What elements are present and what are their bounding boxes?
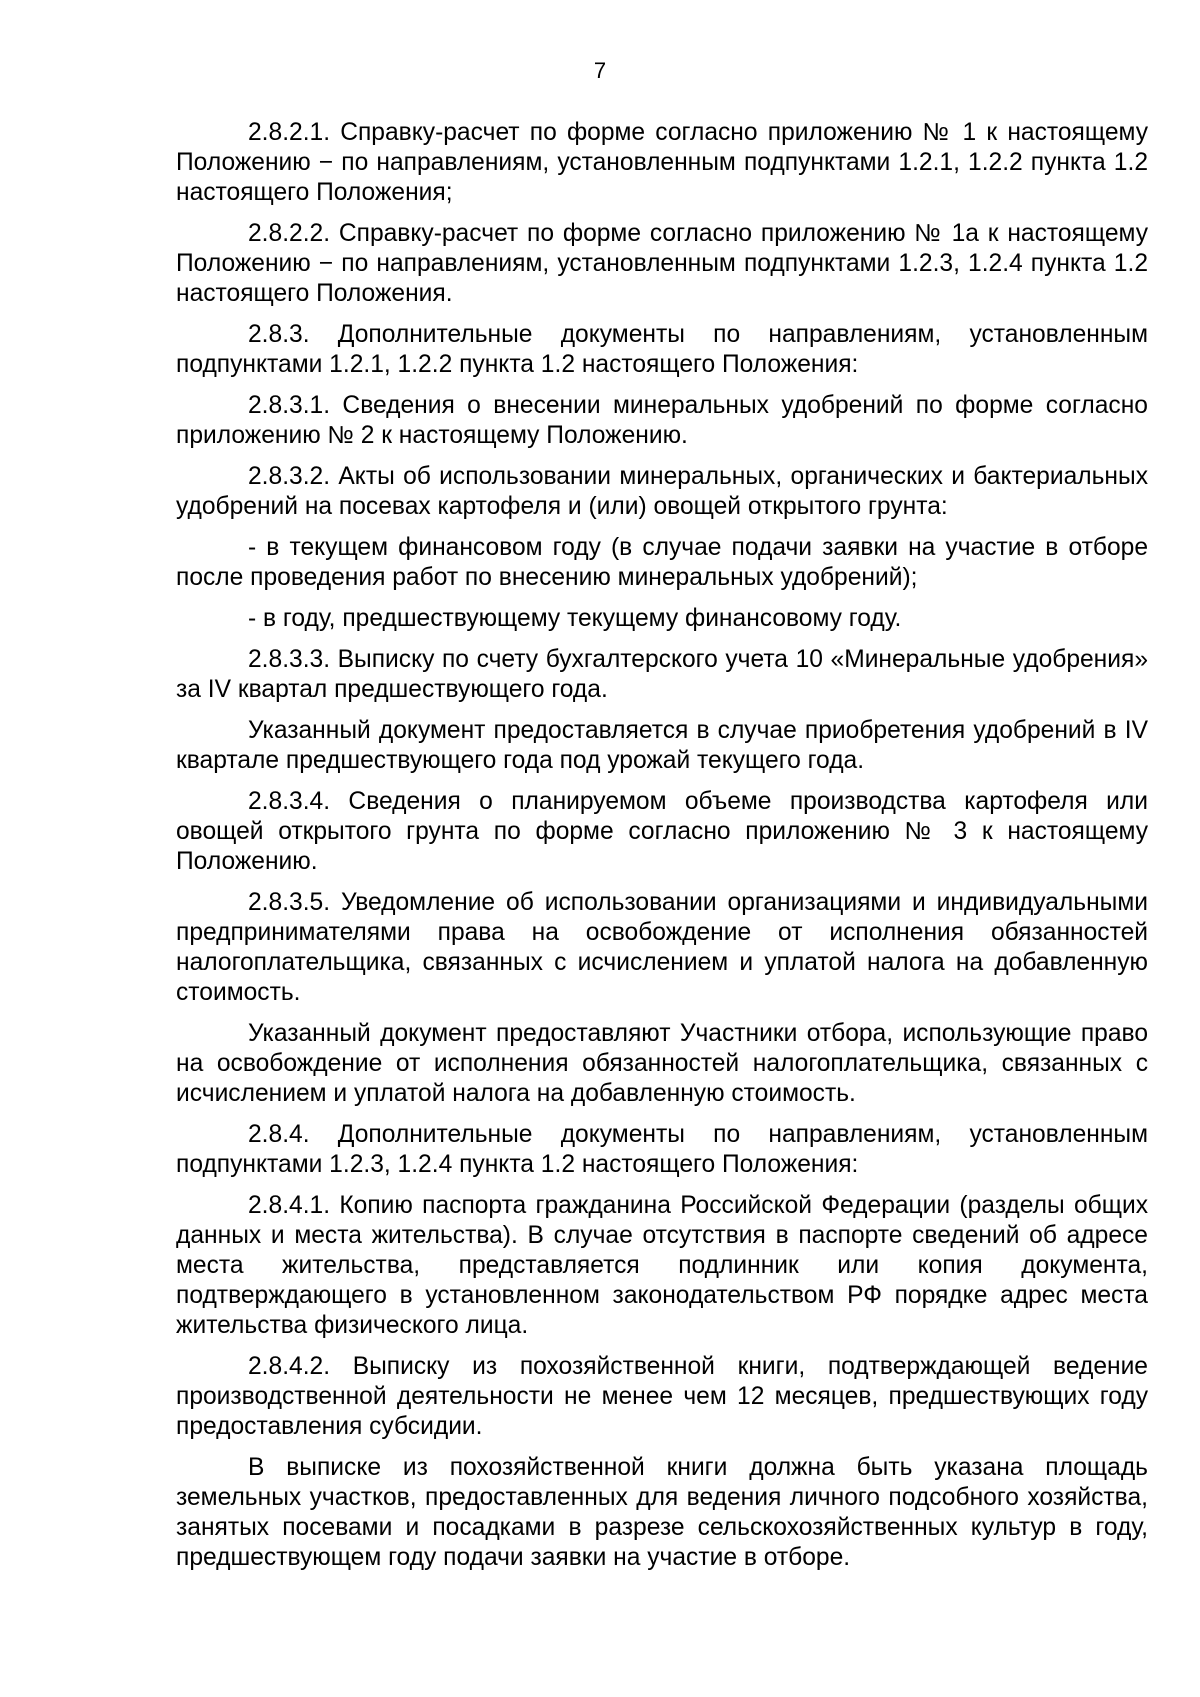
paragraph-2-8-2-2: 2.8.2.2. Справку-расчет по форме согласно приложению № 1а к настоящему Положению − по направлениям, установленным подпунктами 1.2.3, 1.2.4 пункта 1.2 настоящего Положения. xyxy=(176,220,1148,307)
paragraph-note-fertilizer: Указанный документ предоставляется в случае приобретения удобрений в IV квартале предшествующего года под урожай текущего года. xyxy=(176,717,1148,774)
paragraph-note-vat: Указанный документ предоставляют Участники отбора, использующие право на освобождение от исполнения обязанностей налогоплательщика, связанных с исчислением и уплатой налога на добавленную стоимость. xyxy=(176,1020,1148,1107)
paragraph-2-8-3-5: 2.8.3.5. Уведомление об использовании организациями и индивидуальными предпринимателями права на освобождение от исполнения обязанностей налогоплательщика, связанных с исчислением и уплатой налога на добавленную стоимость. xyxy=(176,889,1148,1006)
paragraph-2-8-2-1: 2.8.2.1. Справку-расчет по форме согласно приложению № 1 к настоящему Положению − по направлениям, установленным подпунктами 1.2.1, 1.2.2 пункта 1.2 настоящего Положения; xyxy=(176,119,1148,206)
paragraph-2-8-3-3: 2.8.3.3. Выписку по счету бухгалтерского учета 10 «Минеральные удобрения» за IV квартал предшествующего года. xyxy=(176,646,1148,703)
paragraph-2-8-4: 2.8.4. Дополнительные документы по направлениям, установленным подпунктами 1.2.3, 1.2.4 пункта 1.2 настоящего Положения: xyxy=(176,1121,1148,1178)
page-number: 7 xyxy=(593,58,607,83)
paragraph-2-8-3-4: 2.8.3.4. Сведения о планируемом объеме производства картофеля или овощей открытого грунта по форме согласно приложению № 3 к настоящему Положению. xyxy=(176,788,1148,875)
paragraph-2-8-3-2: 2.8.3.2. Акты об использовании минеральных, органических и бактериальных удобрений на посевах картофеля и (или) овощей открытого грунта: xyxy=(176,463,1148,520)
document-body xyxy=(176,118,1148,1584)
paragraph-2-8-4-1: 2.8.4.1. Копию паспорта гражданина Российской Федерации (разделы общих данных и места жительства). В случае отсутствия в паспорте сведений об адресе места жительства, представляется подлинник или копия документа, подтверждающего в установленном законодательством РФ порядке адрес места жительства физического лица. xyxy=(176,1192,1148,1339)
paragraph-2-8-4-2: 2.8.4.2. Выписку из похозяйственной книги, подтверждающей ведение производственной деятельности не менее чем 12 месяцев, предшествующих году предоставления субсидии. xyxy=(176,1353,1148,1440)
paragraph-2-8-3: 2.8.3. Дополнительные документы по направлениям, установленным подпунктами 1.2.1, 1.2.2 пункта 1.2 настоящего Положения: xyxy=(176,321,1148,378)
list-item-previous-year: - в году, предшествующему текущему финансовому году. xyxy=(248,605,902,632)
list-item-current-year: - в текущем финансовом году (в случае подачи заявки на участие в отборе после проведения работ по внесению минеральных удобрений); xyxy=(176,534,1148,591)
paragraph-2-8-3-1: 2.8.3.1. Сведения о внесении минеральных удобрений по форме согласно приложению № 2 к настоящему Положению. xyxy=(176,392,1148,449)
paragraph-note-household-book: В выписке из похозяйственной книги должна быть указана площадь земельных участков, предоставленных для ведения личного подсобного хозяйства, занятых посевами и посадками в разрезе сельскохозяйственных культур в году, предшествующем году подачи заявки на участие в отборе. xyxy=(176,1454,1148,1571)
